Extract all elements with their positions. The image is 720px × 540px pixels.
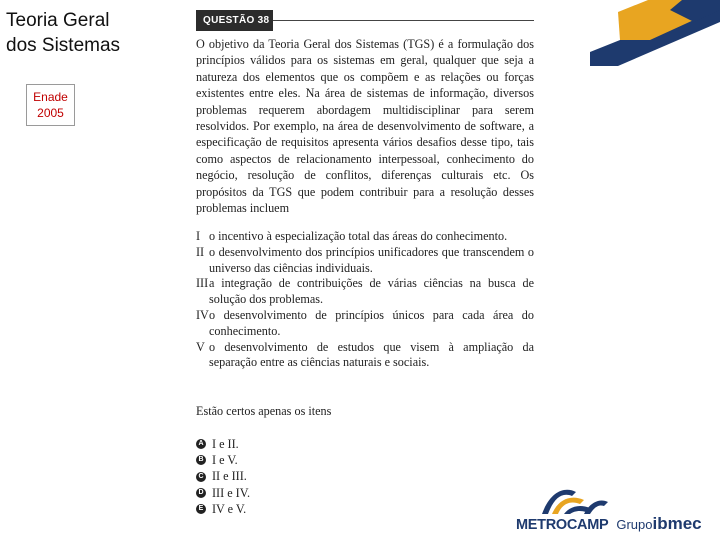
answer-prompt: Estão certos apenas os itens	[196, 404, 332, 418]
answer-option[interactable]	[196, 468, 250, 484]
enade-badge	[26, 84, 75, 126]
logo-wordmark	[516, 514, 702, 534]
slide-title-line2: dos Sistemas	[6, 35, 121, 56]
option-letter-icon: A	[196, 439, 206, 449]
statement-number: III	[196, 276, 209, 291]
option-text: IV e V.	[212, 501, 247, 516]
statement-item	[196, 229, 534, 245]
statement-text: o desenvolvimento dos princípios unificadores que transcendem o universo das ciências individuais.	[209, 244, 534, 275]
statement-number: IV	[196, 307, 209, 322]
corner-stripes-decoration	[590, 0, 720, 70]
badge-line2: 2005	[37, 106, 64, 120]
question-header: QUESTÃO 38	[196, 10, 273, 31]
option-letter-icon: E	[196, 504, 206, 514]
slide-title	[6, 8, 120, 58]
option-letter-icon: C	[196, 472, 206, 482]
answer-option[interactable]	[196, 436, 250, 452]
question-paragraph: O objetivo da Teoria Geral dos Sistemas (TGS) é a formulação dos princípios válidos para os sistemas em geral, qualquer que seja a natureza dos elementos que os compõem e as relações ou forças existentes entre eles. Na área de sistemas de informação, diversos problemas requerem abordagem multidisciplinar para serem resolvidos. Por exemplo, na área de desenvolvimento de software, a especificação de requisitos apresenta vários desafios desse tipo, tais como aspectos de relacionamento interpessoal, conhecimento do negócio, resolução de conflitos, diferenças culturais etc. Os propósitos da TGS que podem contribuir para a resolução desses problemas incluem	[196, 37, 534, 216]
statement-number: I	[196, 229, 201, 243]
option-text: I e V.	[212, 453, 238, 468]
metrocamp-wordmark: METROCAMP	[516, 517, 609, 533]
question-header-rule	[273, 20, 534, 21]
ibmec-wordmark: ibmec	[652, 514, 702, 533]
option-letter-icon: B	[196, 455, 206, 465]
statement-item	[196, 245, 534, 277]
option-letter-icon: D	[196, 488, 206, 498]
statement-text: o desenvolvimento de princípios únicos para cada área do conhecimento.	[209, 307, 534, 338]
statement-text: o incentivo à especialização total das áreas do conhecimento.	[209, 229, 508, 243]
statement-item	[196, 276, 534, 308]
slide-title-line1: Teoria Geral	[6, 10, 110, 31]
statement-number: V	[196, 339, 205, 354]
answer-option[interactable]	[196, 485, 250, 501]
statement-item	[196, 340, 534, 372]
answer-option[interactable]	[196, 452, 250, 468]
answer-options	[196, 436, 250, 517]
answer-option[interactable]	[196, 501, 250, 517]
badge-line1: Enade	[33, 90, 68, 104]
statement-number: II	[196, 244, 205, 259]
option-text: I e II.	[212, 437, 239, 451]
statement-text: o desenvolvimento de estudos que visem à ampliação da separação entre as ciências naturais e sociais.	[209, 339, 534, 370]
statement-item	[196, 308, 534, 340]
statement-text: a integração de contribuições de várias ciências na busca de solução dos problemas.	[209, 276, 534, 307]
option-text: III e IV.	[212, 485, 251, 500]
statement-list	[196, 229, 534, 371]
option-text: II e III.	[212, 469, 247, 484]
grupo-label: Grupo	[616, 517, 653, 532]
